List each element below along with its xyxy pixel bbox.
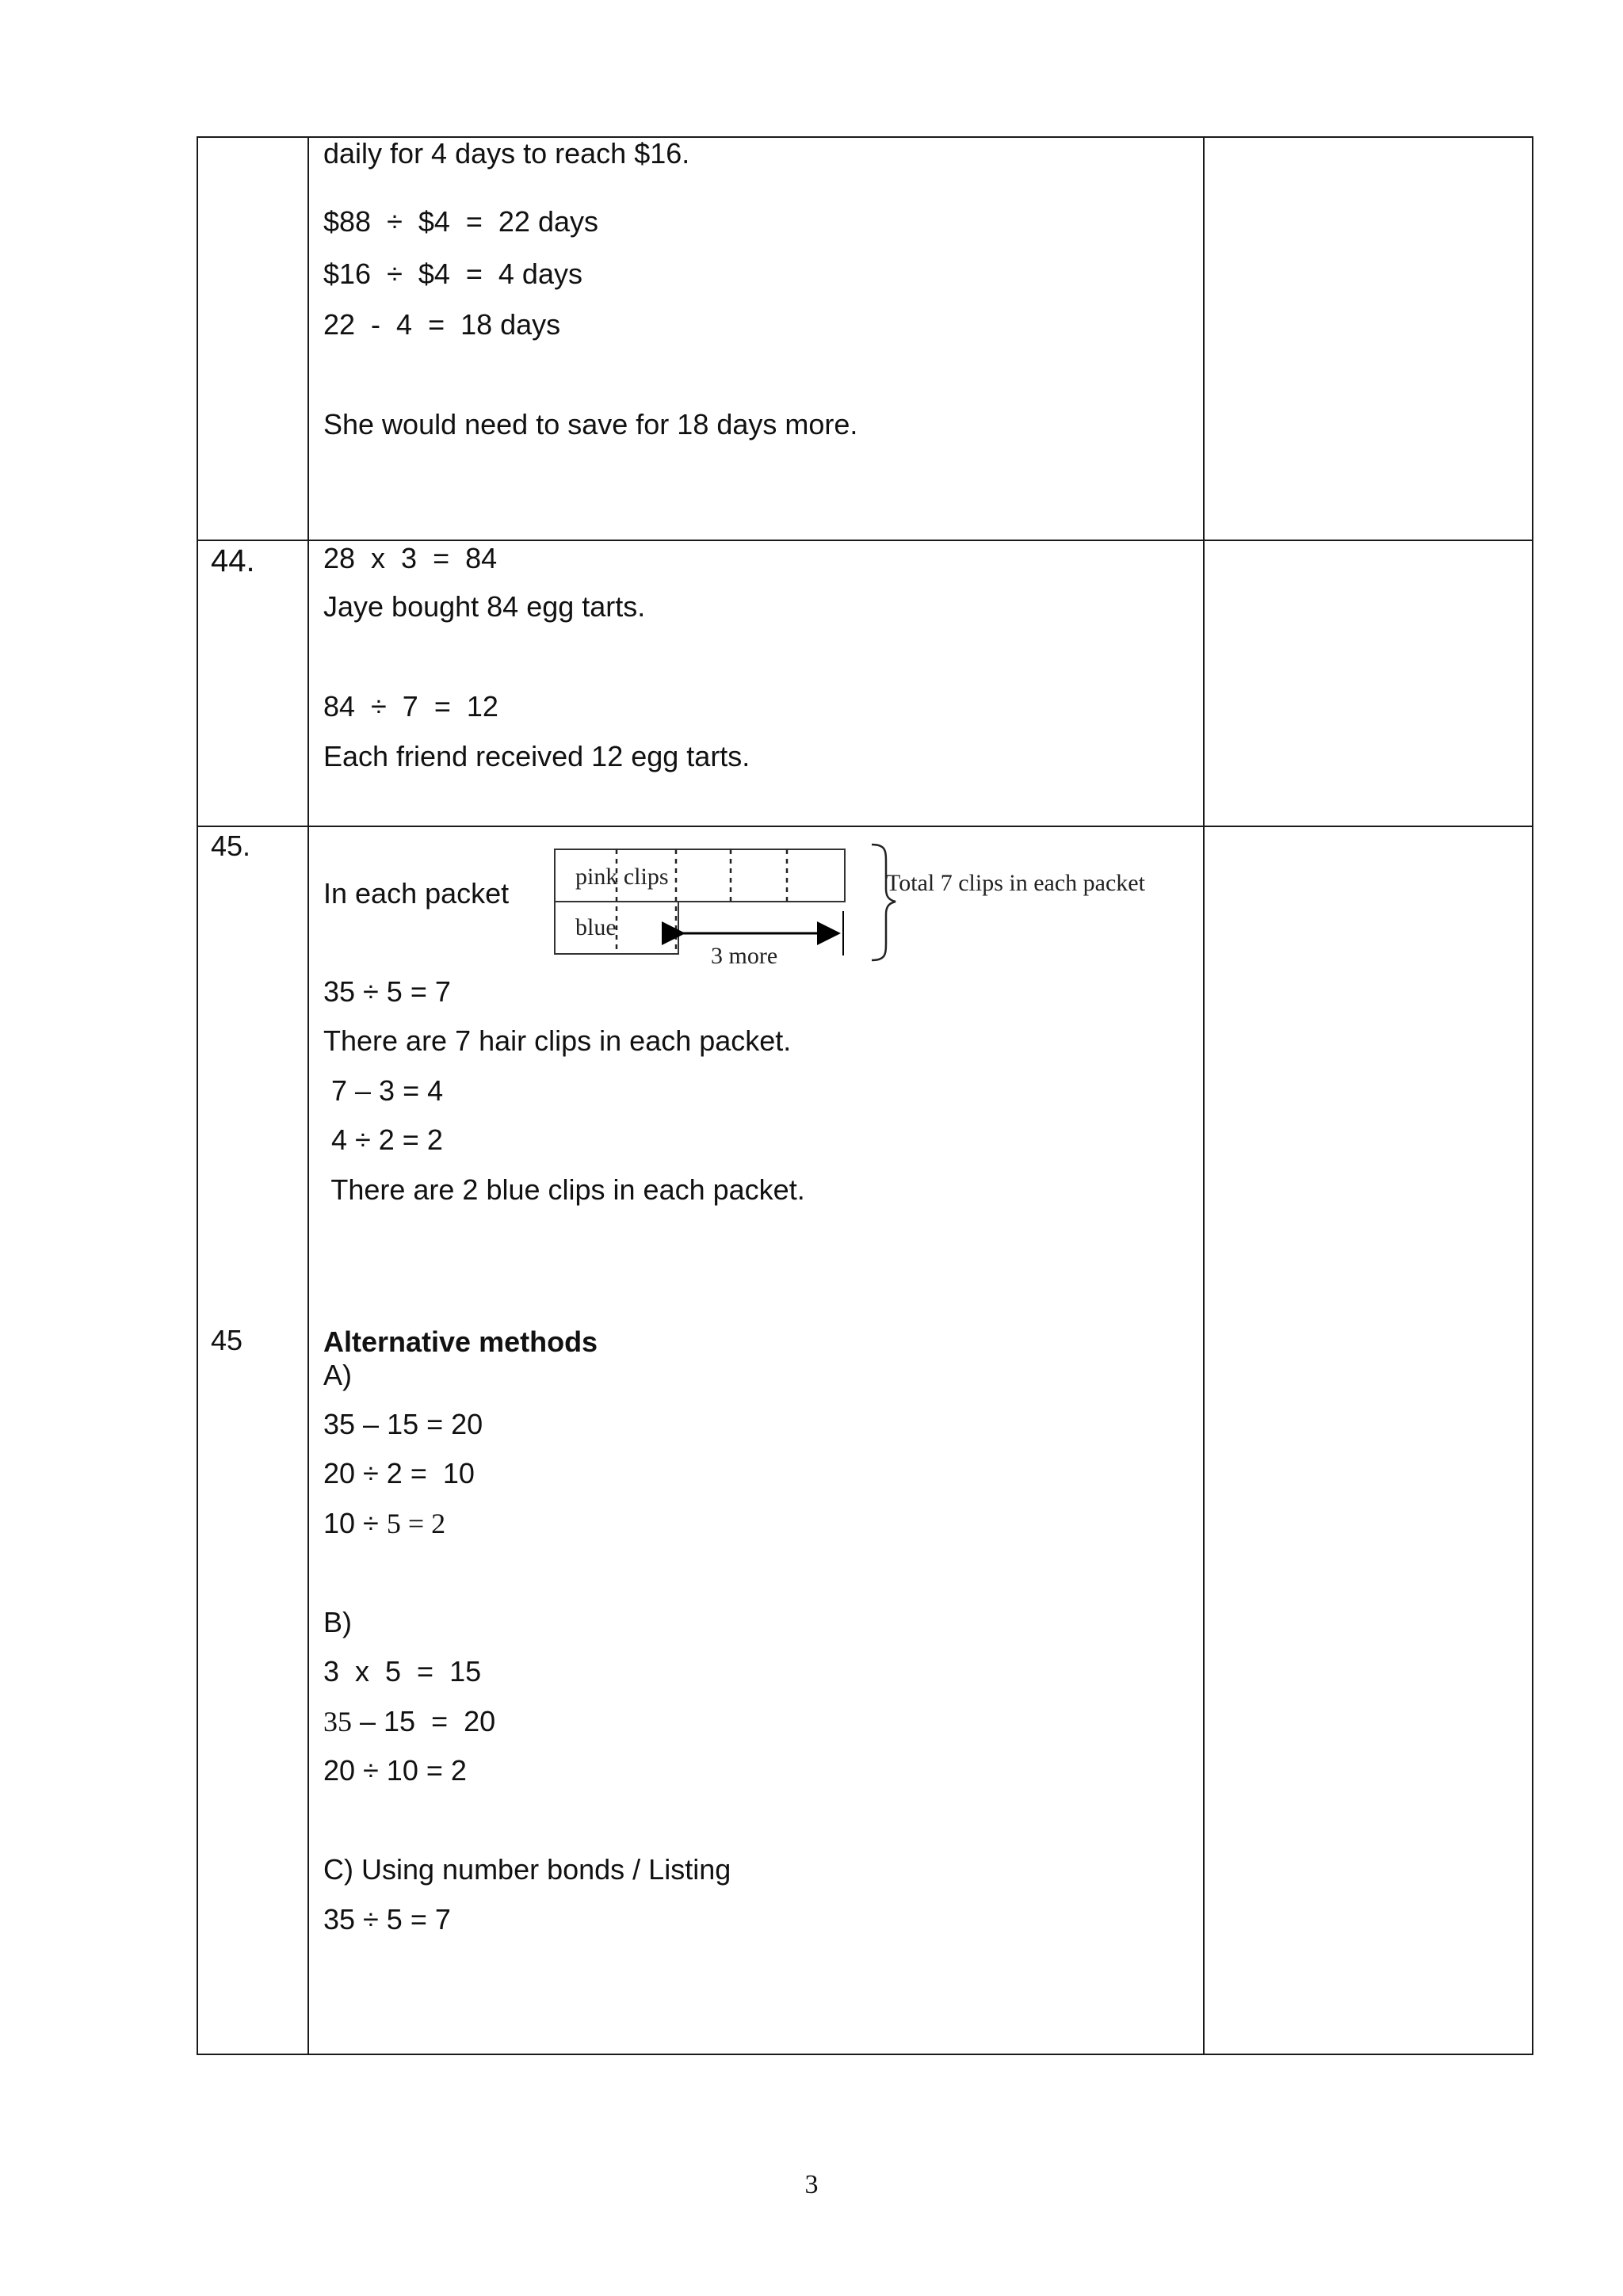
method-a-line-3 <box>323 1506 445 1541</box>
bar-model-diagram <box>547 840 1173 974</box>
blue-clips-label: blue <box>575 914 617 940</box>
table-border-right <box>1532 136 1533 2055</box>
method-c-line-1: 35 ÷ 5 = 7 <box>323 1903 451 1936</box>
total-clips-label: Total 7 clips in each packet <box>886 870 1145 896</box>
table-border-bottom <box>197 2054 1533 2055</box>
alternative-methods-heading: Alternative methods <box>323 1325 598 1358</box>
method-b-line-2 <box>323 1704 495 1739</box>
q43-line-3: $16 ÷ $4 = 4 days <box>323 257 582 290</box>
method-b-line-2-rest: – 15 = 20 <box>352 1705 496 1737</box>
method-c-label: C) Using number bonds / Listing <box>323 1853 731 1886</box>
method-b-line-1: 3 x 5 = 15 <box>323 1655 482 1688</box>
total-brace <box>872 845 896 960</box>
question-number-45-alt: 45 <box>211 1324 243 1356</box>
method-a-line-3-prefix: 10 ÷ <box>323 1507 387 1539</box>
pink-clips-label: pink clips <box>575 864 669 890</box>
q44-line-4: Each friend received 12 egg tarts. <box>323 740 750 772</box>
q45-line-1: 35 ÷ 5 = 7 <box>323 975 451 1008</box>
method-b-line-3: 20 ÷ 10 = 2 <box>323 1754 467 1787</box>
table-row-divider-45 <box>197 826 1533 827</box>
method-a-line-3-rest: 5 = 2 <box>386 1508 446 1539</box>
page-number: 3 <box>804 2170 819 2199</box>
method-a-label: A) <box>323 1359 352 1391</box>
q43-line-1: daily for 4 days to reach $16. <box>323 137 690 170</box>
table-divider-col1 <box>307 136 309 2055</box>
q44-line-1: 28 x 3 = 84 <box>323 542 498 574</box>
q45-line-5: There are 2 blue clips in each packet. <box>323 1173 805 1206</box>
table-divider-col2 <box>1203 136 1205 2055</box>
q45-line-3: 7 – 3 = 4 <box>323 1074 444 1107</box>
table-border-left <box>197 136 198 2055</box>
q43-line-4: 22 - 4 = 18 days <box>323 308 561 341</box>
q43-answer: She would need to save for 18 days more. <box>323 408 858 441</box>
q43-line-2: $88 ÷ $4 = 22 days <box>323 205 598 238</box>
q44-line-3: 84 ÷ 7 = 12 <box>323 690 498 723</box>
question-number-44: 44. <box>211 543 255 578</box>
q45-line-2: There are 7 hair clips in each packet. <box>323 1024 792 1057</box>
q44-line-2: Jaye bought 84 egg tarts. <box>323 590 646 623</box>
method-b-label: B) <box>323 1606 352 1638</box>
method-a-line-2: 20 ÷ 2 = 10 <box>323 1457 475 1489</box>
packet-label: In each packet <box>323 877 510 910</box>
q45-line-4: 4 ÷ 2 = 2 <box>323 1123 443 1156</box>
method-b-line-2-prefix: 35 <box>323 1706 352 1737</box>
question-number-45: 45. <box>211 830 251 862</box>
method-a-line-1: 35 – 15 = 20 <box>323 1408 483 1440</box>
three-more-label: 3 more <box>711 943 778 969</box>
